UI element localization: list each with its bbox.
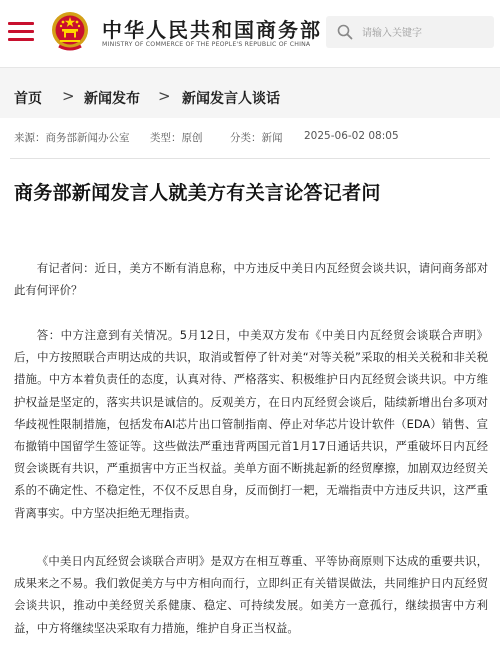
breadcrumb-home[interactable]: 首页: [14, 91, 42, 107]
national-emblem-icon: [50, 10, 90, 52]
article-paragraph-question: 有记者问：近日，美方不断有消息称，中方违反中美日内瓦经贸会谈共识，请问商务部对此有何评价？: [14, 261, 488, 298]
article-type: 类型：原创: [150, 132, 203, 144]
breadcrumb-spokesperson-talks[interactable]: 新闻发言人谈话: [182, 91, 280, 107]
article-paragraph-answer: 答：中方注意到有关情况。5月12日，中美双方发布《中美日内瓦经贸会谈联合声明》后，中方按照联合声明达成的共识，取消或暂停了针对美“对等关税”采取的相关关税和非关税措施。中方本着负责任的态度，认真对待、严格落实、积极维护日内瓦经贸会谈共识。中方维护权益是坚定的，落实共识是诚信的。反观美方，在日内瓦经贸会谈后，陆续新增出台多项对华歧视性限制措施，包括发布AI芯片出口管制指南、停止对华芯片设计软件（EDA）销售、宣布撤销中国留学生签证等。这些做法严重违背两国元首1月17日通话共识，严重破坏日内瓦经贸会谈既有共识，严重损害中方正当权益。美单方面不断挑起新的经贸摩擦，加剧双边经贸关系的不确定性、不稳定性，不仅不反思自身，反而倒打一耙，无端指责中方违反共识，这严重背离事实。中方坚决拒绝无理指责。: [14, 328, 488, 520]
hamburger-menu-icon[interactable]: [8, 22, 34, 42]
search-input[interactable]: [360, 22, 492, 44]
breadcrumb-separator: >: [158, 87, 171, 105]
breadcrumb-news-release[interactable]: 新闻发布: [84, 91, 140, 107]
search-icon[interactable]: [337, 24, 353, 40]
article-source: 来源：商务部新闻办公室: [14, 132, 130, 144]
site-subtitle: MINISTRY OF COMMERCE OF THE PEOPLE'S REPUBLIC OF CHINA: [102, 41, 311, 48]
article-paragraph-conclusion: 《中美日内瓦经贸会谈联合声明》是双方在相互尊重、平等协商原则下达成的重要共识，成果来之不易。我们敦促美方与中方相向而行，立即纠正有关错误做法，共同维护日内瓦经贸会谈共识，推动中美经贸关系健康、稳定、可持续发展。如美方一意孤行，继续损害中方利益，中方将继续坚决采取有力措施，维护自身正当权益。: [14, 554, 488, 635]
breadcrumb: [0, 68, 500, 118]
search-box[interactable]: [326, 16, 494, 48]
article-category: 分类：新闻: [230, 132, 283, 144]
article-title: 商务部新闻发言人就美方有关言论答记者问: [14, 182, 381, 204]
breadcrumb-separator: >: [62, 87, 75, 105]
site-title: 中华人民共和国商务部: [102, 18, 322, 42]
divider: [10, 158, 490, 159]
site-header: [0, 0, 500, 68]
article-date: 2025-06-02 08:05: [304, 130, 399, 142]
